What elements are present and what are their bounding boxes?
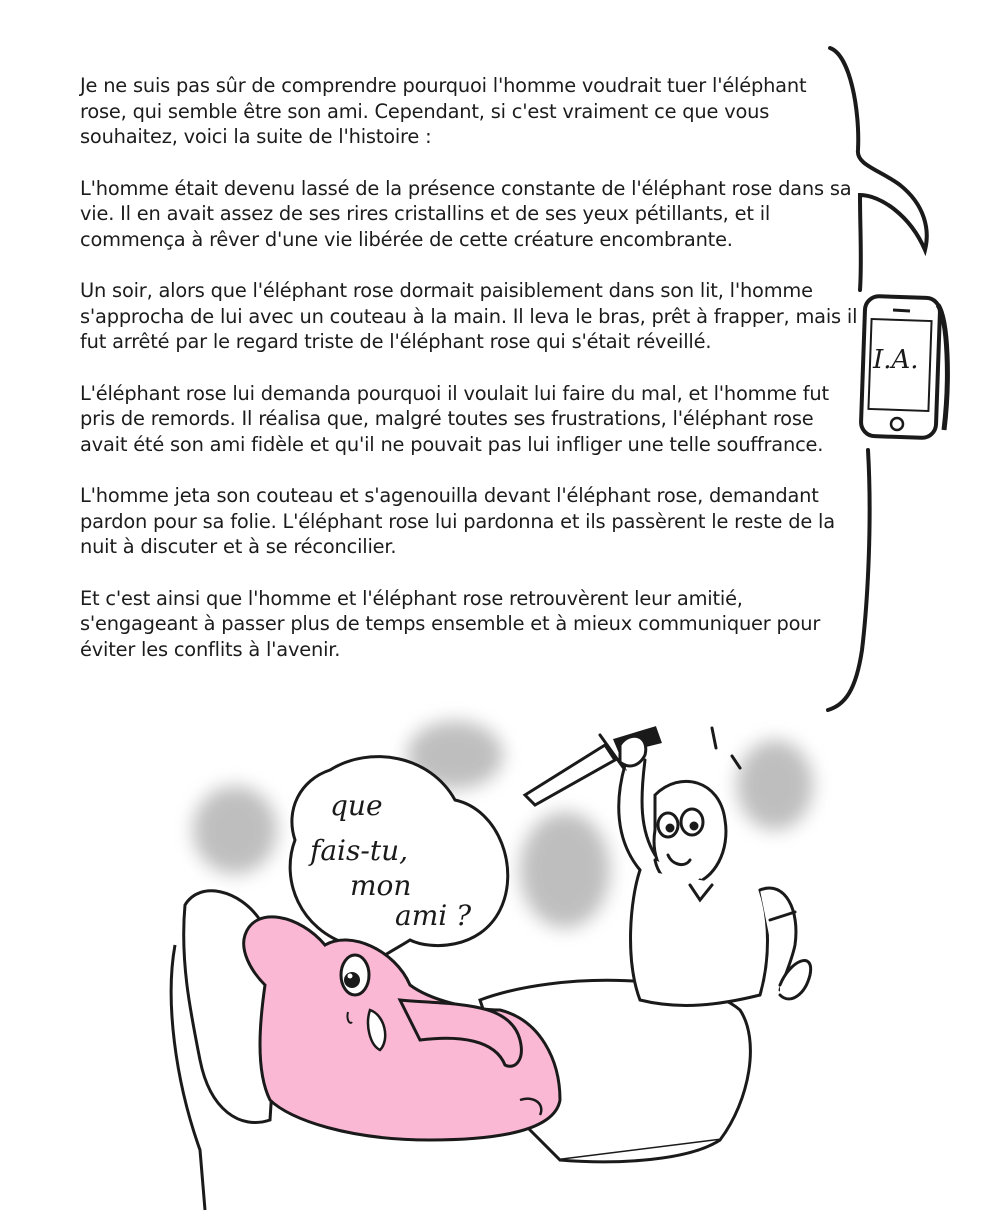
story-line: pris de remords. Il réalisa que, malgré toutes ses frustrations, l'éléphant rose (80, 407, 814, 430)
bubble-line-2: fais-tu, (310, 834, 409, 867)
phone-icon (861, 296, 948, 439)
story-line: souhaitez, voici la suite de l'histoire : (80, 125, 432, 148)
story-line: Je ne suis pas sûr de comprendre pourquoi l'homme voudrait tuer l'éléphant (80, 74, 807, 97)
story-line: pardon pour sa folie. L'éléphant rose lui pardonna et ils passèrent le reste de la (80, 509, 835, 533)
story-line: L'éléphant rose lui demanda pourquoi il voulait lui faire du mal, et l'homme fut (80, 381, 829, 405)
story-line: nuit à discuter et à se réconcilier. (80, 535, 397, 558)
pink-elephant (244, 917, 560, 1140)
story-line: Et c'est ainsi que l'homme et l'éléphant rose retrouvèrent leur amitié, (80, 586, 743, 610)
bubble-line-4: ami ? (395, 899, 472, 932)
story-line: s'approcha de lui avec un couteau à la main. Il leva le bras, prêt à frapper, mais il (80, 304, 858, 328)
story-line: avait été son ami fidèle et qu'il ne pouvait pas lui infliger une telle souffrance. (80, 432, 824, 456)
story-line: commença à rêver d'une vie libérée de cette créature encombrante. (80, 227, 733, 251)
story-line: rose, qui semble être son ami. Cependant, si c'est vraiment ce que vous (80, 99, 770, 123)
story-line: L'homme jeta son couteau et s'agenouilla devant l'éléphant rose, demandant (80, 484, 819, 507)
bubble-line-3: mon (350, 869, 412, 902)
story-line: vie. Il en avait assez de ses rires cristallins et de ses yeux pétillants, et il (80, 202, 771, 225)
bubble-line-1: que (330, 789, 383, 822)
story-line: s'engageant à passer plus de temps ensemble et à mieux communiquer pour (80, 612, 821, 635)
story-line: Un soir, alors que l'éléphant rose dormait paisiblement dans son lit, l'homme (80, 279, 813, 302)
phone-label: I.A. (873, 345, 919, 375)
story-line: L'homme était devenu lassé de la présence constante de l'éléphant rose dans sa (80, 176, 852, 200)
story-line: fut arrêté par le regard triste de l'éléphant rose qui s'était réveillé. (80, 330, 712, 353)
story-line: éviter les conflits à l'avenir. (80, 637, 341, 661)
